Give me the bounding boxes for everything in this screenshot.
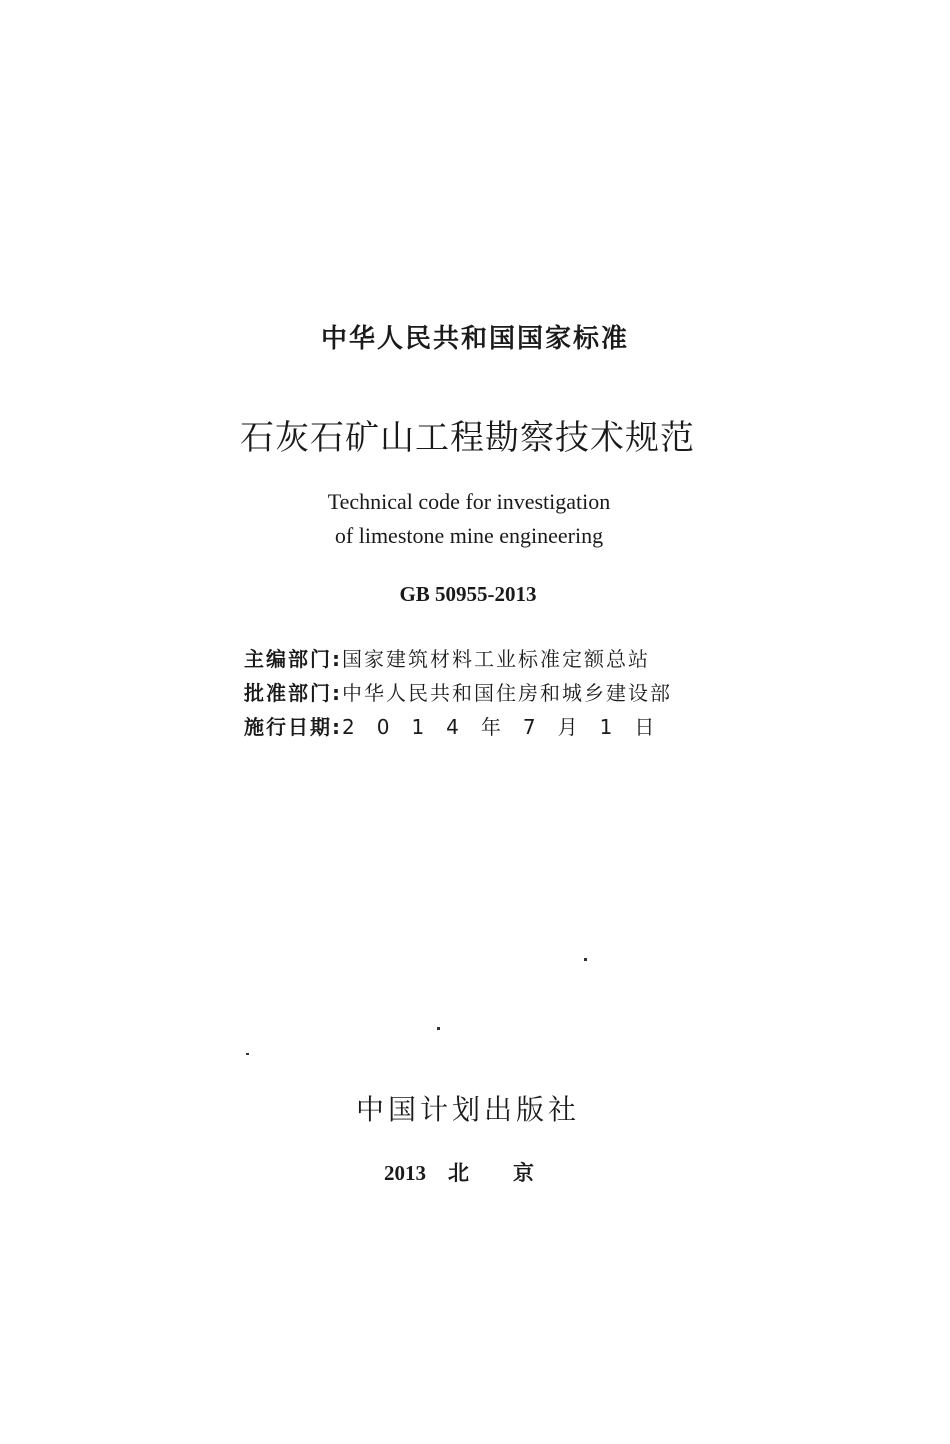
document-title-chinese: 石灰石矿山工程勘察技术规范 — [240, 418, 695, 458]
imprint-year: 2013 — [384, 1161, 426, 1185]
approver-department-label: 批准部门: — [244, 681, 342, 705]
publisher-name: 中国计划出版社 — [355, 1093, 580, 1126]
effective-date-row — [244, 711, 694, 740]
scan-speck — [437, 1027, 440, 1030]
effective-date-label: 施行日期: — [244, 715, 342, 739]
editor-department-value: 国家建筑材料工业标准定额总站 — [342, 647, 650, 671]
approver-department-value: 中华人民共和国住房和城乡建设部 — [342, 681, 672, 705]
series-title: 中华人民共和国国家标准 — [320, 324, 629, 354]
editor-department-label: 主编部门: — [244, 647, 342, 671]
editor-department-row — [244, 643, 694, 672]
approver-department-row — [244, 677, 694, 706]
scan-speck — [246, 1053, 249, 1055]
standard-code: GB 50955-2013 — [399, 582, 537, 606]
document-title-english-line1: Technical code for investigation — [327, 489, 611, 514]
imprint-city: 北京 — [448, 1161, 578, 1185]
scan-speck — [584, 958, 587, 961]
document-title-english-line2: of limestone mine engineering — [334, 523, 604, 548]
imprint-line — [384, 1157, 578, 1187]
effective-date-value: 2014年7月1日 — [342, 715, 677, 739]
